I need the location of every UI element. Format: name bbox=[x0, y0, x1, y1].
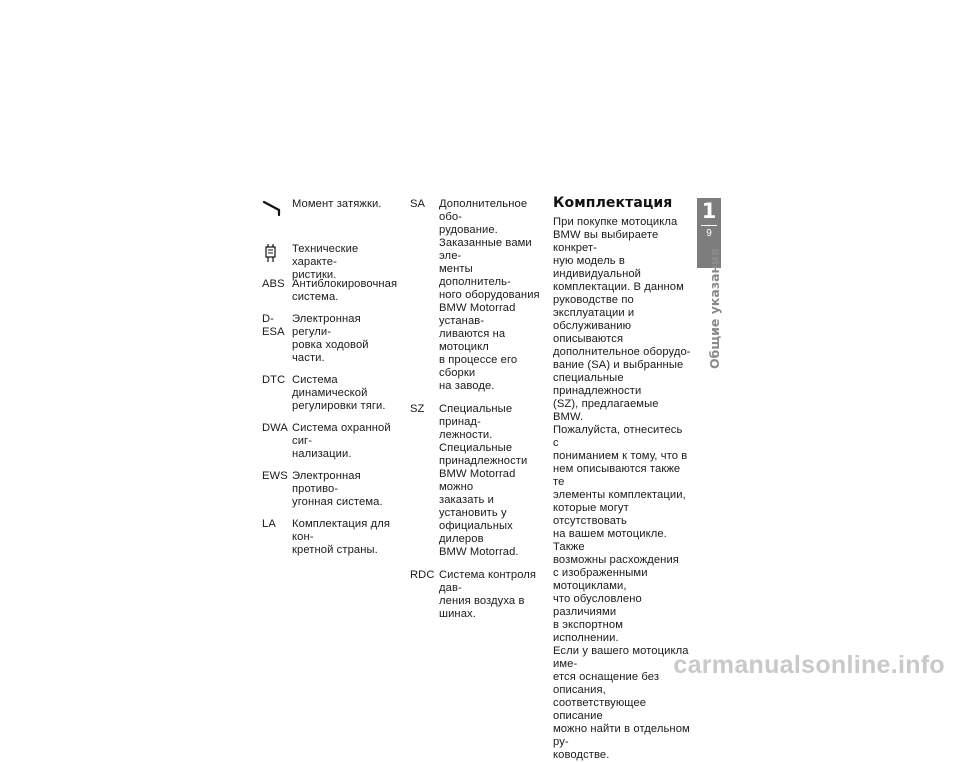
entry-description: Комплектация для кон- кретной страны. bbox=[292, 518, 391, 556]
watermark: carmanualsonline.info bbox=[673, 651, 945, 679]
list-item bbox=[262, 374, 397, 413]
entry-description: Система охранной сиг- нализации. bbox=[292, 422, 391, 460]
list-item bbox=[410, 198, 545, 393]
entry-abbreviation: ABS bbox=[262, 278, 285, 290]
list-item bbox=[410, 569, 545, 621]
abbreviations-column-left bbox=[262, 198, 397, 566]
entry-description: Технические характе- ристики. bbox=[292, 243, 359, 281]
entry-description: Специальные принад- лежности. Специальные принадлежности BMW Motorrad можно заказать и установить у официальных дилеров BMW Motorrad. bbox=[439, 403, 528, 558]
list-item bbox=[262, 278, 397, 304]
entry-abbreviation: SA bbox=[410, 198, 426, 210]
page-number: 9 bbox=[706, 228, 712, 239]
entry-description: Момент затяжки. bbox=[292, 198, 382, 210]
section-title: Комплектация bbox=[553, 195, 673, 211]
abbreviations-column-right bbox=[410, 198, 545, 630]
technical-data-icon bbox=[262, 243, 284, 263]
list-item bbox=[410, 403, 545, 559]
entry-description: Дополнительное обо- рудование. Заказанные вами эле- менты дополнитель- ного оборудования BMW Motorrad устанав- ливаются на мотоцикл в процессе его сборки на заводе. bbox=[439, 198, 540, 392]
chapter-divider bbox=[701, 225, 717, 226]
chapter-label: Общие указания bbox=[707, 248, 722, 369]
list-item bbox=[262, 422, 397, 461]
chapter-side-label bbox=[696, 248, 722, 376]
entry-description: Электронная регули- ровка ходовой части. bbox=[292, 313, 369, 364]
entry-abbreviation: SZ bbox=[410, 403, 425, 415]
list-item bbox=[262, 243, 397, 281]
entry-description: Система динамической регулировки тяги. bbox=[292, 374, 386, 412]
entry-abbreviation: D- ESA bbox=[262, 313, 285, 338]
entry-abbreviation: DTC bbox=[262, 374, 286, 386]
list-item bbox=[262, 198, 397, 234]
entry-abbreviation: EWS bbox=[262, 470, 288, 482]
torque-wrench-icon bbox=[262, 198, 284, 218]
entry-abbreviation: RDC bbox=[410, 569, 435, 581]
chapter-number: 1 bbox=[701, 199, 717, 223]
entry-abbreviation: LA bbox=[262, 518, 276, 530]
entry-description: Система контроля дав- ления воздуха в шинах. bbox=[439, 569, 537, 620]
list-item bbox=[262, 313, 397, 365]
entry-description: Антиблокировочная система. bbox=[292, 278, 398, 303]
entry-abbreviation: DWA bbox=[262, 422, 288, 434]
entry-description: Электронная противо- угонная система. bbox=[292, 470, 383, 508]
list-item bbox=[262, 470, 397, 509]
list-item bbox=[262, 518, 397, 557]
section-body: При покупке мотоцикла BMW вы выбираете конкрет- ную модель в индивидуальной комплектации. В данном руководстве по эксплуатации и обслуживанию описываются дополнительное оборудо- вание (SA) и выбранные специальные принадлежности (SZ), предлагаемые BMW. Пожалуйста, отнеситесь с пониманием к тому, что в нем описываются также те элементы комплектации, которые могут отсутствовать на вашем мотоцикле. Также возможны расхождения с изображенными мотоциклами, что обусловлено различиями в экспортном исполнении. Если у вашего мотоцикла име- ется оснащение без описания, соответствующее описание можно найти в отдельном ру- ководстве. bbox=[553, 216, 691, 761]
